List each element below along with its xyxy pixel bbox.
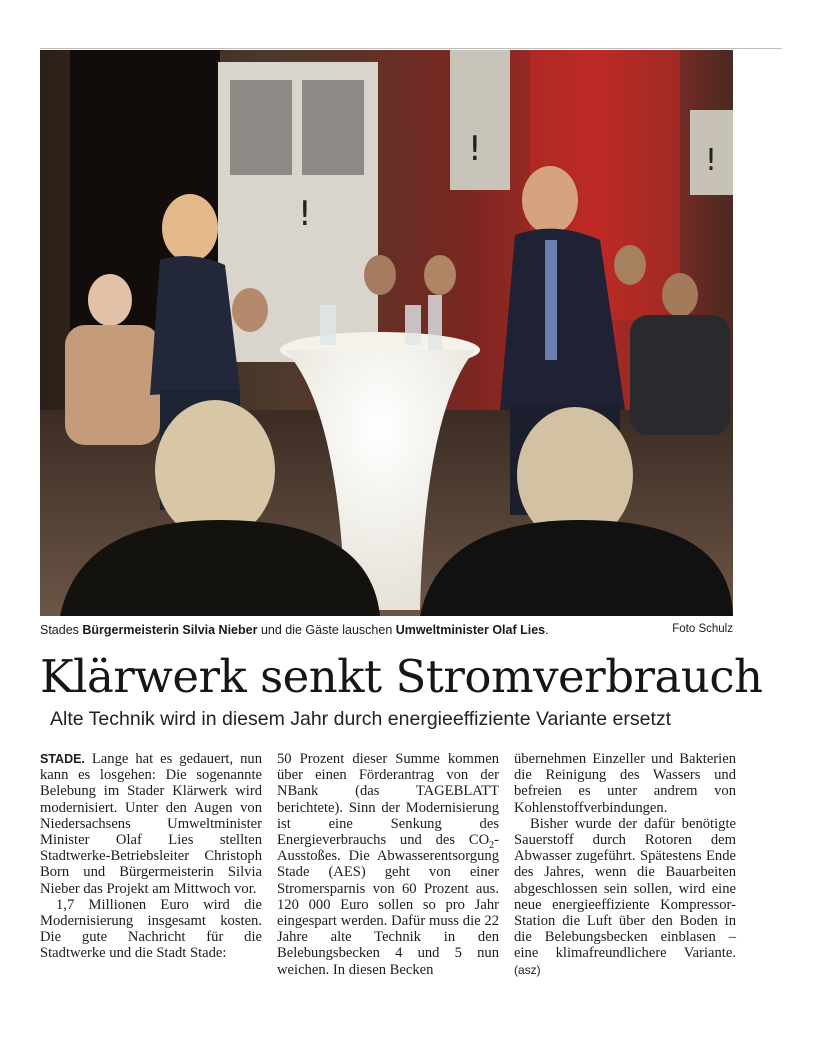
article-paragraph: 1,7 Millionen Euro wird die Modernisierung insgesamt kosten. Die gute Nachricht für die Stadtwerke und die Stadt Stade: <box>40 896 262 962</box>
sign-glyph-center: ! <box>468 129 482 169</box>
paragraph-text: -Ausstoßes. Die Abwasserentsorgung Stade (AES) geht von einer Stromersparnis von 60 Prozent aus. 120 000 Euro sollen so pro Jahr eingespart werden. Dafür muss die 22 Jahre alte Technik in den Belebungsbecken 4 und 5 nun weichen. In diesen Becken <box>277 832 499 978</box>
sign-glyph-left: ! <box>298 194 312 234</box>
paragraph-text: Lange hat es gedauert, nun kann es losgehen: Die sogenannte Belebung im Stader Klärwerk wird modernisiert. Unter den Augen von Niedersachsens Umweltminister Minister Olaf Lies stellten Stadtwerke-Betriebsleiter Christoph Born und Bürgermeisterin Silvia Nieber das Projekt am Mittwoch vor. <box>40 751 262 897</box>
co2-subscript: 2 <box>489 839 495 851</box>
dateline: STADE. <box>40 752 85 766</box>
caption-prefix: Stades <box>40 623 83 637</box>
paragraph-text: Bisher wurde der dafür benötigte Sauerstoff durch Rotoren dem Abwasser zugeführt. Spätestens Ende des Jahres, wenn die Bauarbeiten abgeschlossen sein sollen, wird eine neue energieeffiziente Kompressor-Station die Luft über den Boden in die Belebungsbecken einblasen – eine klimafreundlichere Variante. <box>514 815 736 962</box>
photo-caption <box>40 623 733 641</box>
article-subheadline: Alte Technik wird in diesem Jahr durch energieeffiziente Variante ersetzt <box>50 708 672 730</box>
article-body <box>40 751 735 991</box>
caption-middle: und die Gäste lauschen <box>257 623 396 637</box>
top-rule <box>40 48 782 49</box>
author-signature: (asz) <box>514 962 541 977</box>
article-paragraph <box>40 751 262 897</box>
article-column-1 <box>40 751 262 962</box>
article-paragraph: übernehmen Einzeller und Bakterien die Reinigung des Wassers und befreien es unter andrem von Kohlenstoffverbindungen. <box>514 751 736 816</box>
caption-person-lies: Umweltminister Olaf Lies <box>395 623 546 637</box>
article-column-2 <box>277 751 499 978</box>
sign-glyph-right: ! <box>705 143 718 178</box>
paragraph-text: 50 Prozent dieser Summe kommen über einen Förderantrag von der NBank (das TAGEBLATT berichtete). Sinn der Modernisierung ist eine Senkung des Energieverbrauchs und des CO <box>277 751 499 849</box>
article-photo <box>40 50 733 616</box>
caption-suffix: . <box>545 623 549 637</box>
event-photo-illustration <box>40 50 733 616</box>
article-paragraph <box>277 751 499 978</box>
article-column-3 <box>514 751 736 978</box>
article-headline: Klärwerk senkt Stromverbrauch <box>40 650 763 703</box>
photo-credit: Foto Schulz <box>672 623 733 635</box>
caption-person-nieber: Bürgermeisterin Silvia Nieber <box>82 623 258 637</box>
article-paragraph <box>514 816 736 978</box>
